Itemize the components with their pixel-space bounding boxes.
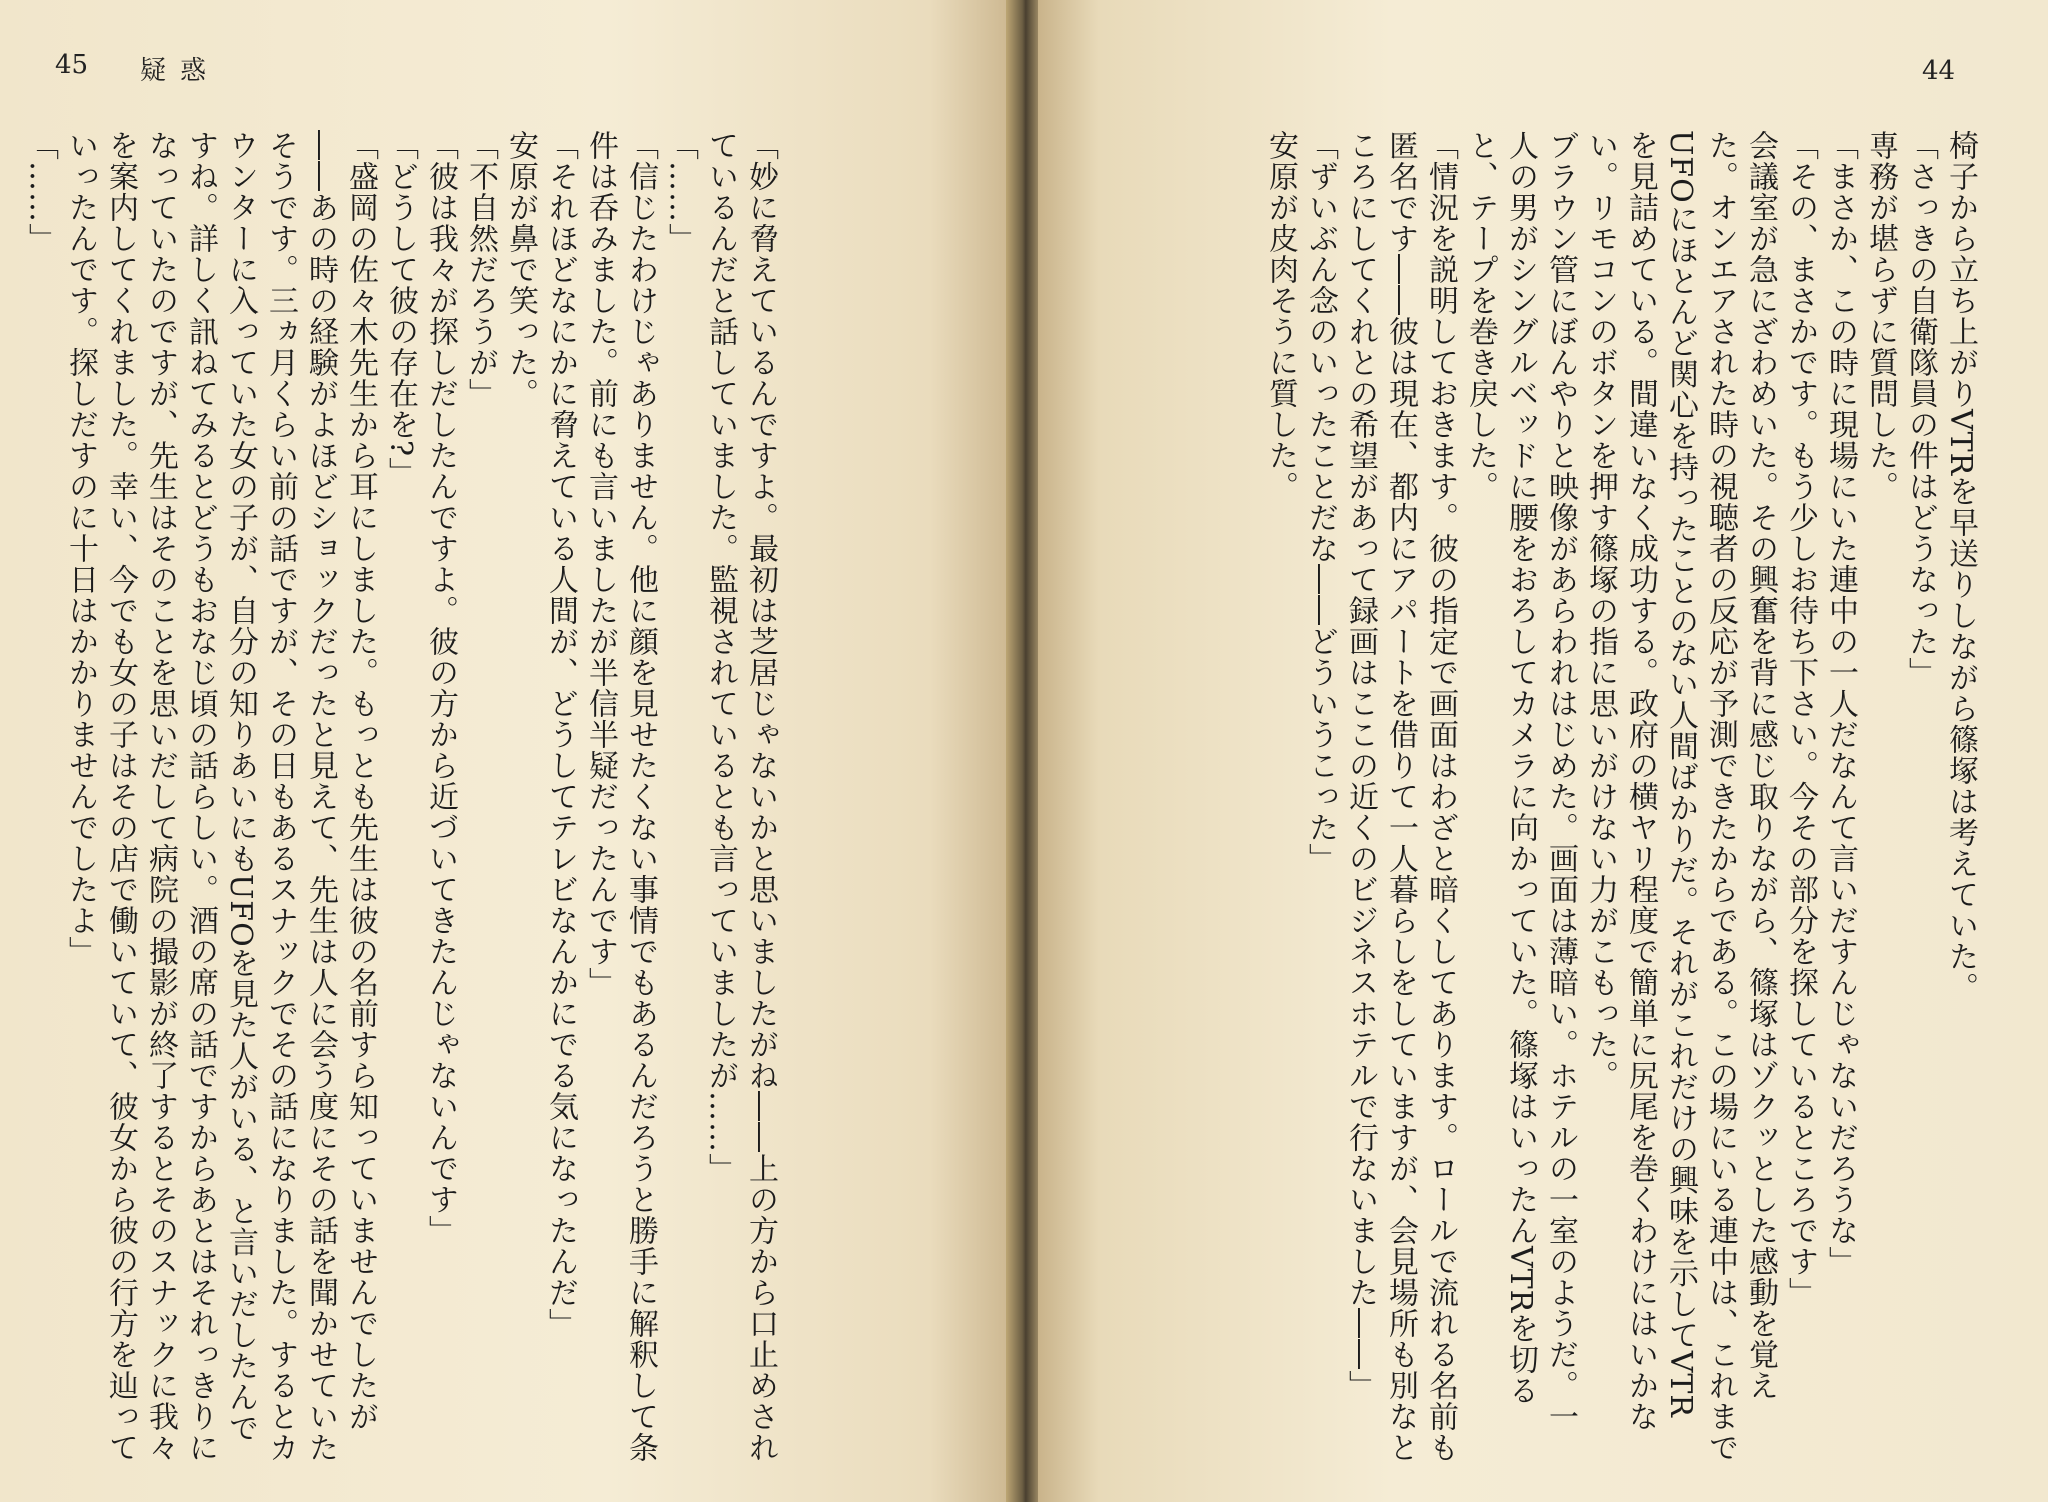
text-column: 匿名です――彼は現在、都内にアパートを借りて一人暮らしをしていますが、会見場所も別なと (1383, 130, 1418, 1463)
right-page-body (1090, 130, 1980, 1470)
text-column: 「情況を説明しておきます。彼の指定で画面はわざと暗くしてあります。ロールで流れる名前も (1423, 130, 1458, 1463)
text-column: 安原が皮肉そうに質した。 (1263, 130, 1298, 502)
text-column: ているんだと話していました。監視されているとも言っていましたが……」 (703, 130, 738, 1184)
text-column: た。オンエアされた時の視聴者の反応が予測できたからである。この場にいる連中は、これまで (1703, 130, 1738, 1463)
text-column: 「さっきの自衛隊員の件はどうなった」 (1903, 130, 1938, 688)
text-column: すね。詳しく訊ねてみるとどうもおなじ頃の話らしい。酒の席の話ですからあとはそれっきりに (183, 130, 218, 1463)
text-column: なっていたのですが、先生はそのことを思いだして病院の撮影が終了するとそのスナックに我々 (143, 130, 178, 1463)
text-column: 会議室が急にざわめいた。その興奮を背に感じ取りながら、篠塚はゾクッとした感動を覚え (1743, 130, 1778, 1401)
text-column: 安原が鼻で笑った。 (503, 130, 538, 409)
text-column: 人の男がシングルベッドに腰をおろしてカメラに向かっていた。篠塚はいったんVTRを切る (1503, 130, 1538, 1407)
text-column: 専務が堪らずに質問した。 (1863, 130, 1898, 502)
text-column: 「信じたわけじゃありません。他に顔を見せたくない事情でもあるんだろうと勝手に解釈して条 (623, 130, 658, 1463)
text-column: ころにしてくれとの希望があって録画はここの近くのビジネスホテルで行ないました――」 (1343, 130, 1378, 1401)
text-column: いったんです。探しだすのに十日はかかりませんでしたよ」 (63, 130, 98, 967)
text-column: 「彼は我々が探しだしたんですよ。彼の方から近づいてきたんじゃないんです」 (423, 130, 458, 1246)
left-page (0, 0, 1010, 1502)
text-column: 「妙に脅えているんですよ。最初は芝居じゃないかと思いましたがね――上の方から口止めされ (743, 130, 778, 1463)
text-column: 「どうして彼の存在を?」 (383, 130, 418, 489)
page-number-right: 44 (1922, 56, 1956, 86)
text-column: と、テープを巻き戻した。 (1463, 130, 1498, 502)
text-column: UFOにほとんど関心を持ったことのない人間ばかりだ。それがこれだけの興味を示してVTR (1663, 130, 1698, 1418)
text-column: 「まさか、この時に現場にいた連中の一人だなんて言いだすんじゃないだろうな」 (1823, 130, 1858, 1277)
left-page-body (23, 130, 780, 1470)
book-gutter (1006, 0, 1042, 1502)
text-column: 「その、まさかです。もう少しお待ち下さい。今その部分を探しているところです」 (1783, 130, 1818, 1308)
text-column: ――あの時の経験がよほどショックだったと見えて、先生は人に会う度にその話を聞かせていた (303, 130, 338, 1463)
text-column: を案内してくれました。幸い、今でも女の子はその店で働いていて、彼女から彼の行方を辿って (103, 130, 138, 1463)
text-column: い。リモコンのボタンを押す篠塚の指に思いがけない力がこもった。 (1583, 130, 1618, 1091)
text-column: 件は呑みました。前にも言いましたが半信半疑だったんです」 (583, 130, 618, 998)
text-column: ブラウン管にぼんやりと映像があらわれはじめた。画面は薄暗い。ホテルの一室のようだ。一 (1543, 130, 1578, 1432)
text-column: そうです。三ヵ月くらい前の話ですが、その日もあるスナックでその話になりました。するとカ (263, 130, 298, 1463)
text-column: 「……」 (663, 130, 698, 254)
chapter-title: 疑惑 (140, 56, 221, 86)
page-number-left: 45 (55, 50, 89, 80)
text-column: 「盛岡の佐々木先生から耳にしました。もっとも先生は彼の名前すら知っていませんでしたが (343, 130, 378, 1432)
text-column: 「……」 (23, 130, 58, 254)
text-column: を見詰めている。間違いなく成功する。政府の横ヤリ程度で簡単に尻尾を巻くわけにはいかな (1623, 130, 1658, 1432)
text-column: 椅子から立ち上がりVTRを早送りしながら篠塚は考えていた。 (1943, 130, 1978, 1004)
text-column: 「不自然だろうが」 (463, 130, 498, 409)
text-column: ウンターに入っていた女の子が、自分の知りあいにもUFOを見た人がいる、と言いだしたんで (223, 130, 258, 1444)
text-column: 「ずいぶん念のいったことだな――どういうこった」 (1303, 130, 1338, 874)
text-column: 「それほどなにかに脅えている人間が、どうしてテレビなんかにでる気になったんだ」 (543, 130, 578, 1339)
